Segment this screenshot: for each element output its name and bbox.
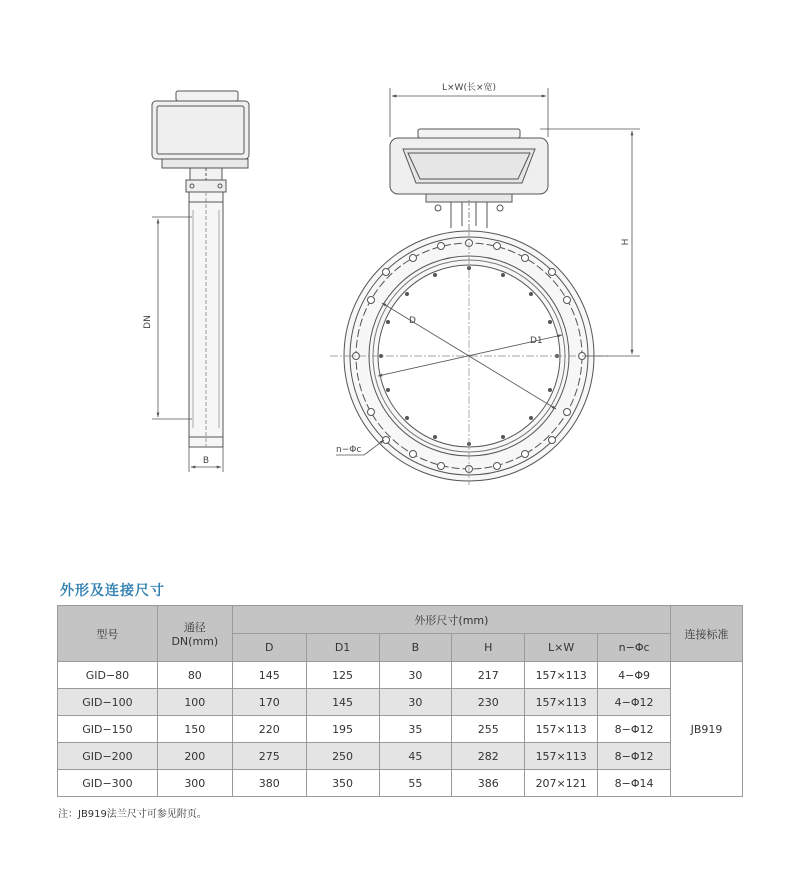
cell-model: GID−300 (58, 770, 158, 797)
dn-dimension (152, 217, 192, 419)
cell-lxw: 157×113 (525, 662, 598, 689)
cell-d: 380 (232, 770, 306, 797)
table-row (58, 689, 743, 716)
cell-d1: 350 (306, 770, 379, 797)
cell-dn: 150 (157, 716, 232, 743)
d-label: D (409, 316, 416, 326)
header-d1: D1 (306, 634, 379, 662)
cell-standard: JB919 (671, 662, 743, 797)
cell-b: 30 (379, 689, 452, 716)
side-view (152, 91, 249, 447)
table-row (58, 770, 743, 797)
h-label: H (621, 238, 631, 246)
cell-dn: 200 (157, 743, 232, 770)
front-view (330, 129, 610, 485)
cell-model: GID−150 (58, 716, 158, 743)
lxw-label: L×W(长×宽) (441, 83, 497, 93)
header-model: 型号 (58, 606, 158, 662)
cell-d1: 125 (306, 662, 379, 689)
cell-d: 145 (232, 662, 306, 689)
cell-dn: 80 (157, 662, 232, 689)
cell-h: 217 (452, 662, 525, 689)
header-lxw: L×W (525, 634, 598, 662)
cell-dn: 300 (157, 770, 232, 797)
d1-label: D1 (530, 336, 543, 346)
cell-b: 30 (379, 662, 452, 689)
cell-nphi: 4−Φ12 (598, 689, 671, 716)
b-label: B (202, 456, 210, 466)
cell-d: 170 (232, 689, 306, 716)
cell-h: 230 (452, 689, 525, 716)
dimension-table (57, 605, 743, 797)
cell-nphi: 8−Φ14 (598, 770, 671, 797)
header-d: D (232, 634, 306, 662)
cell-h: 386 (452, 770, 525, 797)
cell-lxw: 157×113 (525, 743, 598, 770)
section-title: 外形及连接尺寸 (60, 583, 165, 599)
header-bore-line1: 通径 (183, 621, 206, 634)
table-row (58, 743, 743, 770)
cell-b: 55 (379, 770, 452, 797)
cell-d: 220 (232, 716, 306, 743)
table-row (58, 716, 743, 743)
cell-model: GID−80 (58, 662, 158, 689)
header-b: B (379, 634, 452, 662)
cell-lxw: 157×113 (525, 716, 598, 743)
cell-d1: 250 (306, 743, 379, 770)
cell-h: 282 (452, 743, 525, 770)
header-nphi: n−Φc (598, 634, 671, 662)
header-bore (157, 606, 232, 662)
holes-label: n−Φc (336, 445, 362, 455)
table-row (58, 662, 743, 689)
cell-nphi: 8−Φ12 (598, 716, 671, 743)
cell-model: GID−100 (58, 689, 158, 716)
cell-d1: 145 (306, 689, 379, 716)
cell-lxw: 207×121 (525, 770, 598, 797)
cell-lxw: 157×113 (525, 689, 598, 716)
cell-d1: 195 (306, 716, 379, 743)
header-h: H (452, 634, 525, 662)
cell-nphi: 4−Φ9 (598, 662, 671, 689)
cell-model: GID−200 (58, 743, 158, 770)
cell-h: 255 (452, 716, 525, 743)
cell-d: 275 (232, 743, 306, 770)
header-bore-line2: DN(mm) (171, 635, 219, 648)
footnote: 注：JB919法兰尺寸可参见附页。 (58, 809, 207, 820)
cell-b: 35 (379, 716, 452, 743)
header-standard: 连接标准 (671, 606, 743, 662)
header-dims: 外形尺寸(mm) (232, 606, 670, 634)
cell-nphi: 8−Φ12 (598, 743, 671, 770)
cell-b: 45 (379, 743, 452, 770)
cell-dn: 100 (157, 689, 232, 716)
dn-label: DN (143, 315, 153, 329)
